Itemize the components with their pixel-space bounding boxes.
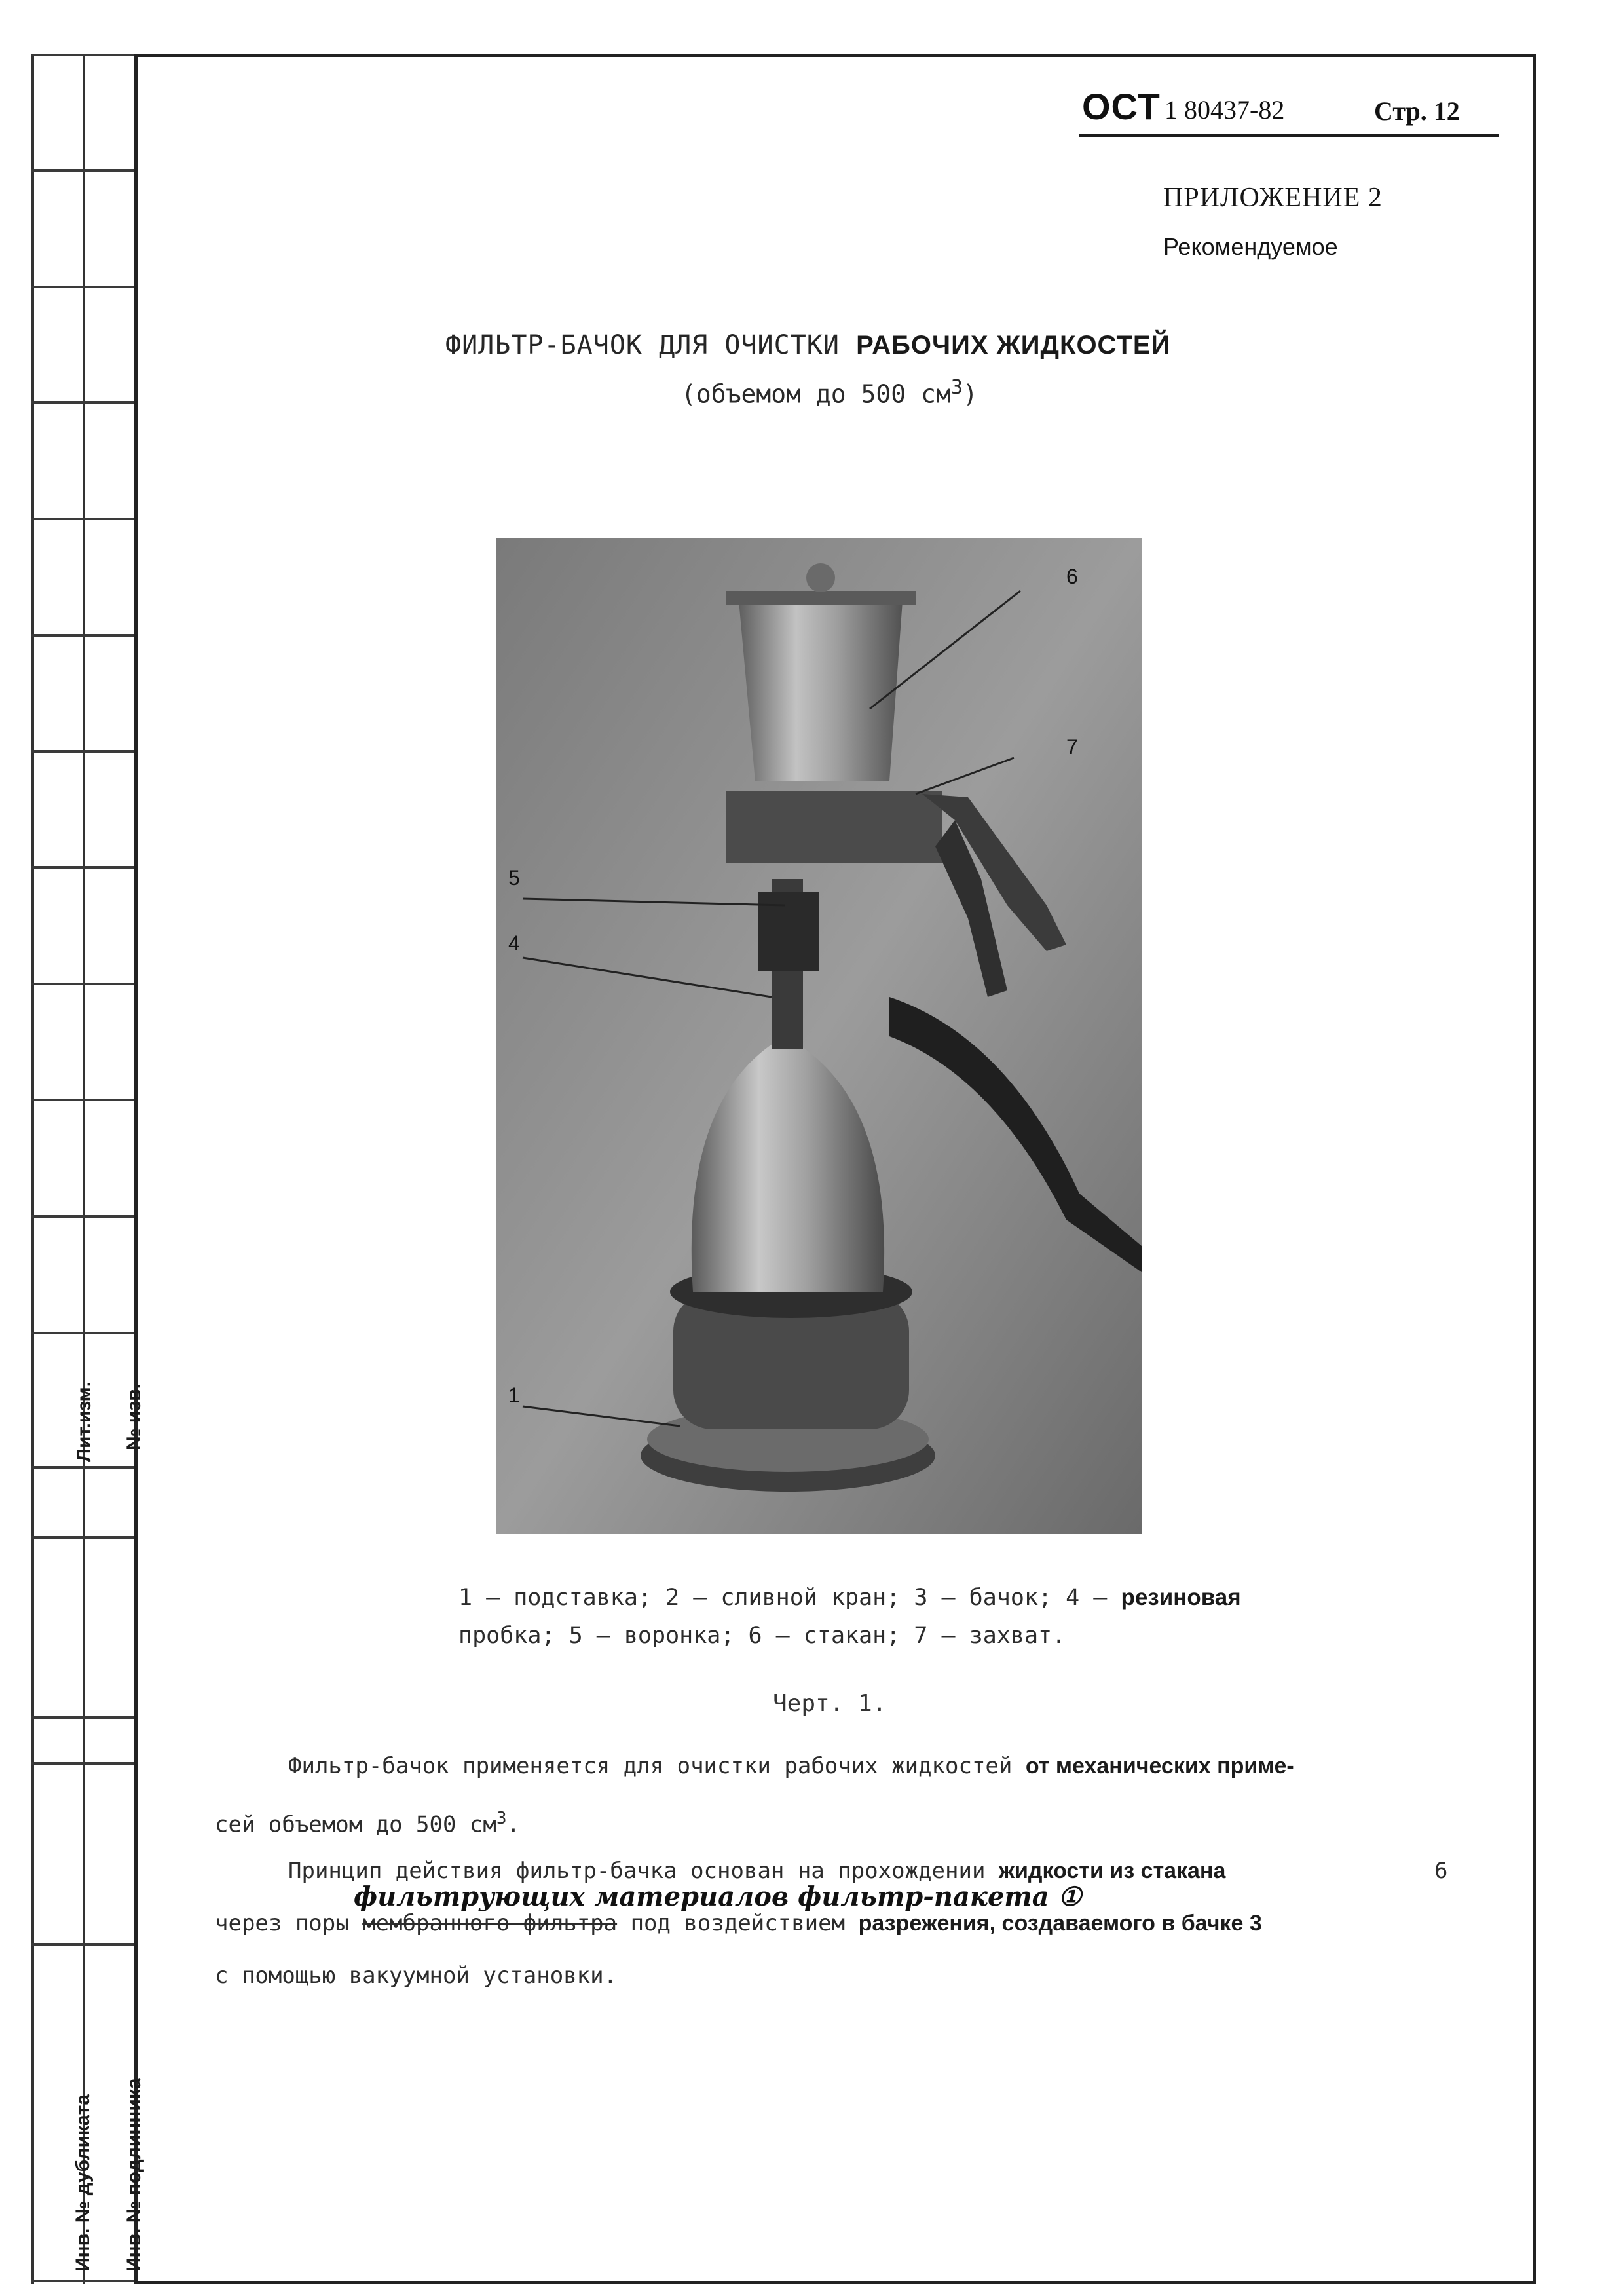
p2-text: Принцип действия фильтр-бачка основан на прохождении [288, 1858, 999, 1884]
p2-text-bold: жидкости из стакана [998, 1858, 1226, 1883]
paragraph-1-line-1 [288, 1748, 1294, 1784]
subtitle-close: ) [962, 379, 978, 409]
standard-prefix: ОСТ [1082, 86, 1161, 127]
sidebar-rule [31, 866, 134, 869]
callout-6: 6 [1066, 565, 1078, 588]
title-part-2: РАБОЧИХ ЖИДКОСТЕЙ [856, 331, 1171, 360]
appendix-title: ПРИЛОЖЕНИЕ 2 [1163, 183, 1383, 213]
sidebar-rule [31, 750, 134, 753]
p2-line2-text: через поры [215, 1910, 363, 1936]
caption-line-2: пробка; 5 – воронка; 6 – стакан; 7 – захват. [458, 1623, 1066, 1649]
sidebar-rule [31, 286, 134, 288]
sidebar-rule [31, 1215, 134, 1218]
p1-line2-text: сей объемом до 500 см [215, 1811, 496, 1838]
subtitle-superscript: 3 [950, 376, 963, 399]
filter-tank-photo [496, 538, 1142, 1534]
sidebar-rule [31, 634, 134, 637]
sidebar-rule [31, 1466, 134, 1469]
appendix-status: Рекомендуемое [1163, 233, 1338, 260]
sidebar-rule [31, 401, 134, 404]
sidebar-rule [31, 2280, 134, 2282]
paragraph-2-line-3: с помощью вакуумной установки. [215, 1963, 618, 1989]
filter-tank-illustration [496, 538, 1142, 1534]
callout-1: 1 [508, 1383, 520, 1407]
figure-label: Черт. 1. [773, 1690, 887, 1717]
sidebar-rule [31, 169, 134, 172]
sidebar-rule [31, 1099, 134, 1101]
paragraph-1-line-2 [215, 1800, 520, 1843]
header-rule [1079, 134, 1499, 137]
caption-line-1: 1 – подставка; 2 – сливной кран; 3 – бачок; 4 – [458, 1585, 1121, 1611]
sidebar-rule [31, 1943, 134, 1946]
sidebar-rule [31, 983, 134, 985]
p1-line2-end: . [506, 1811, 521, 1838]
figure-caption [458, 1579, 1241, 1655]
sidebar-rule [31, 54, 134, 56]
struck-text: мембранного фильтра [362, 1910, 618, 1936]
stamp-label-original: Инв. № подлинника [123, 2078, 145, 2272]
paragraph-2-number: 6 [1434, 1858, 1448, 1884]
p1-text-bold: от механических приме- [1025, 1754, 1294, 1778]
standard-number: 1 80437-82 [1165, 95, 1285, 124]
sidebar-rule [31, 518, 134, 520]
title-part-1: ФИЛЬТР-БАЧОК ДЛЯ ОЧИСТКИ [445, 330, 857, 360]
p2-line2-bold: разрежения, создаваемого в бачке 3 [858, 1911, 1262, 1936]
p1-text: Фильтр-бачок применяется для очистки рабочих жидкостей [288, 1753, 1026, 1779]
sidebar-rule [31, 1762, 134, 1765]
handwritten-correction: фильтрующих материалов фильтр-пакета ① [354, 1881, 1082, 1912]
stamp-label-duplicate: Инв. № дубликата [72, 2094, 94, 2272]
p2-line2-mid: под воздействием [617, 1910, 859, 1936]
page-number: Стр. 12 [1374, 96, 1460, 126]
paragraph-2-line-2 [215, 1905, 1262, 1942]
callout-4: 4 [508, 932, 520, 955]
callout-5: 5 [508, 866, 520, 890]
subtitle-text: (объемом до 500 см [681, 379, 951, 409]
caption-line-1-bold: резиновая [1121, 1585, 1241, 1610]
stamp-sidebar [31, 54, 134, 2284]
callout-7: 7 [1066, 735, 1078, 759]
sidebar-rule [31, 1536, 134, 1539]
sidebar-rule [31, 1332, 134, 1334]
document-subtitle [681, 376, 978, 409]
stamp-label-notice: № изв. [123, 1383, 145, 1450]
stamp-label-rev: Лит.изм. [73, 1381, 95, 1462]
document-title [445, 330, 1170, 360]
sidebar-rule [31, 1716, 134, 1719]
p1-superscript: 3 [496, 1809, 507, 1828]
